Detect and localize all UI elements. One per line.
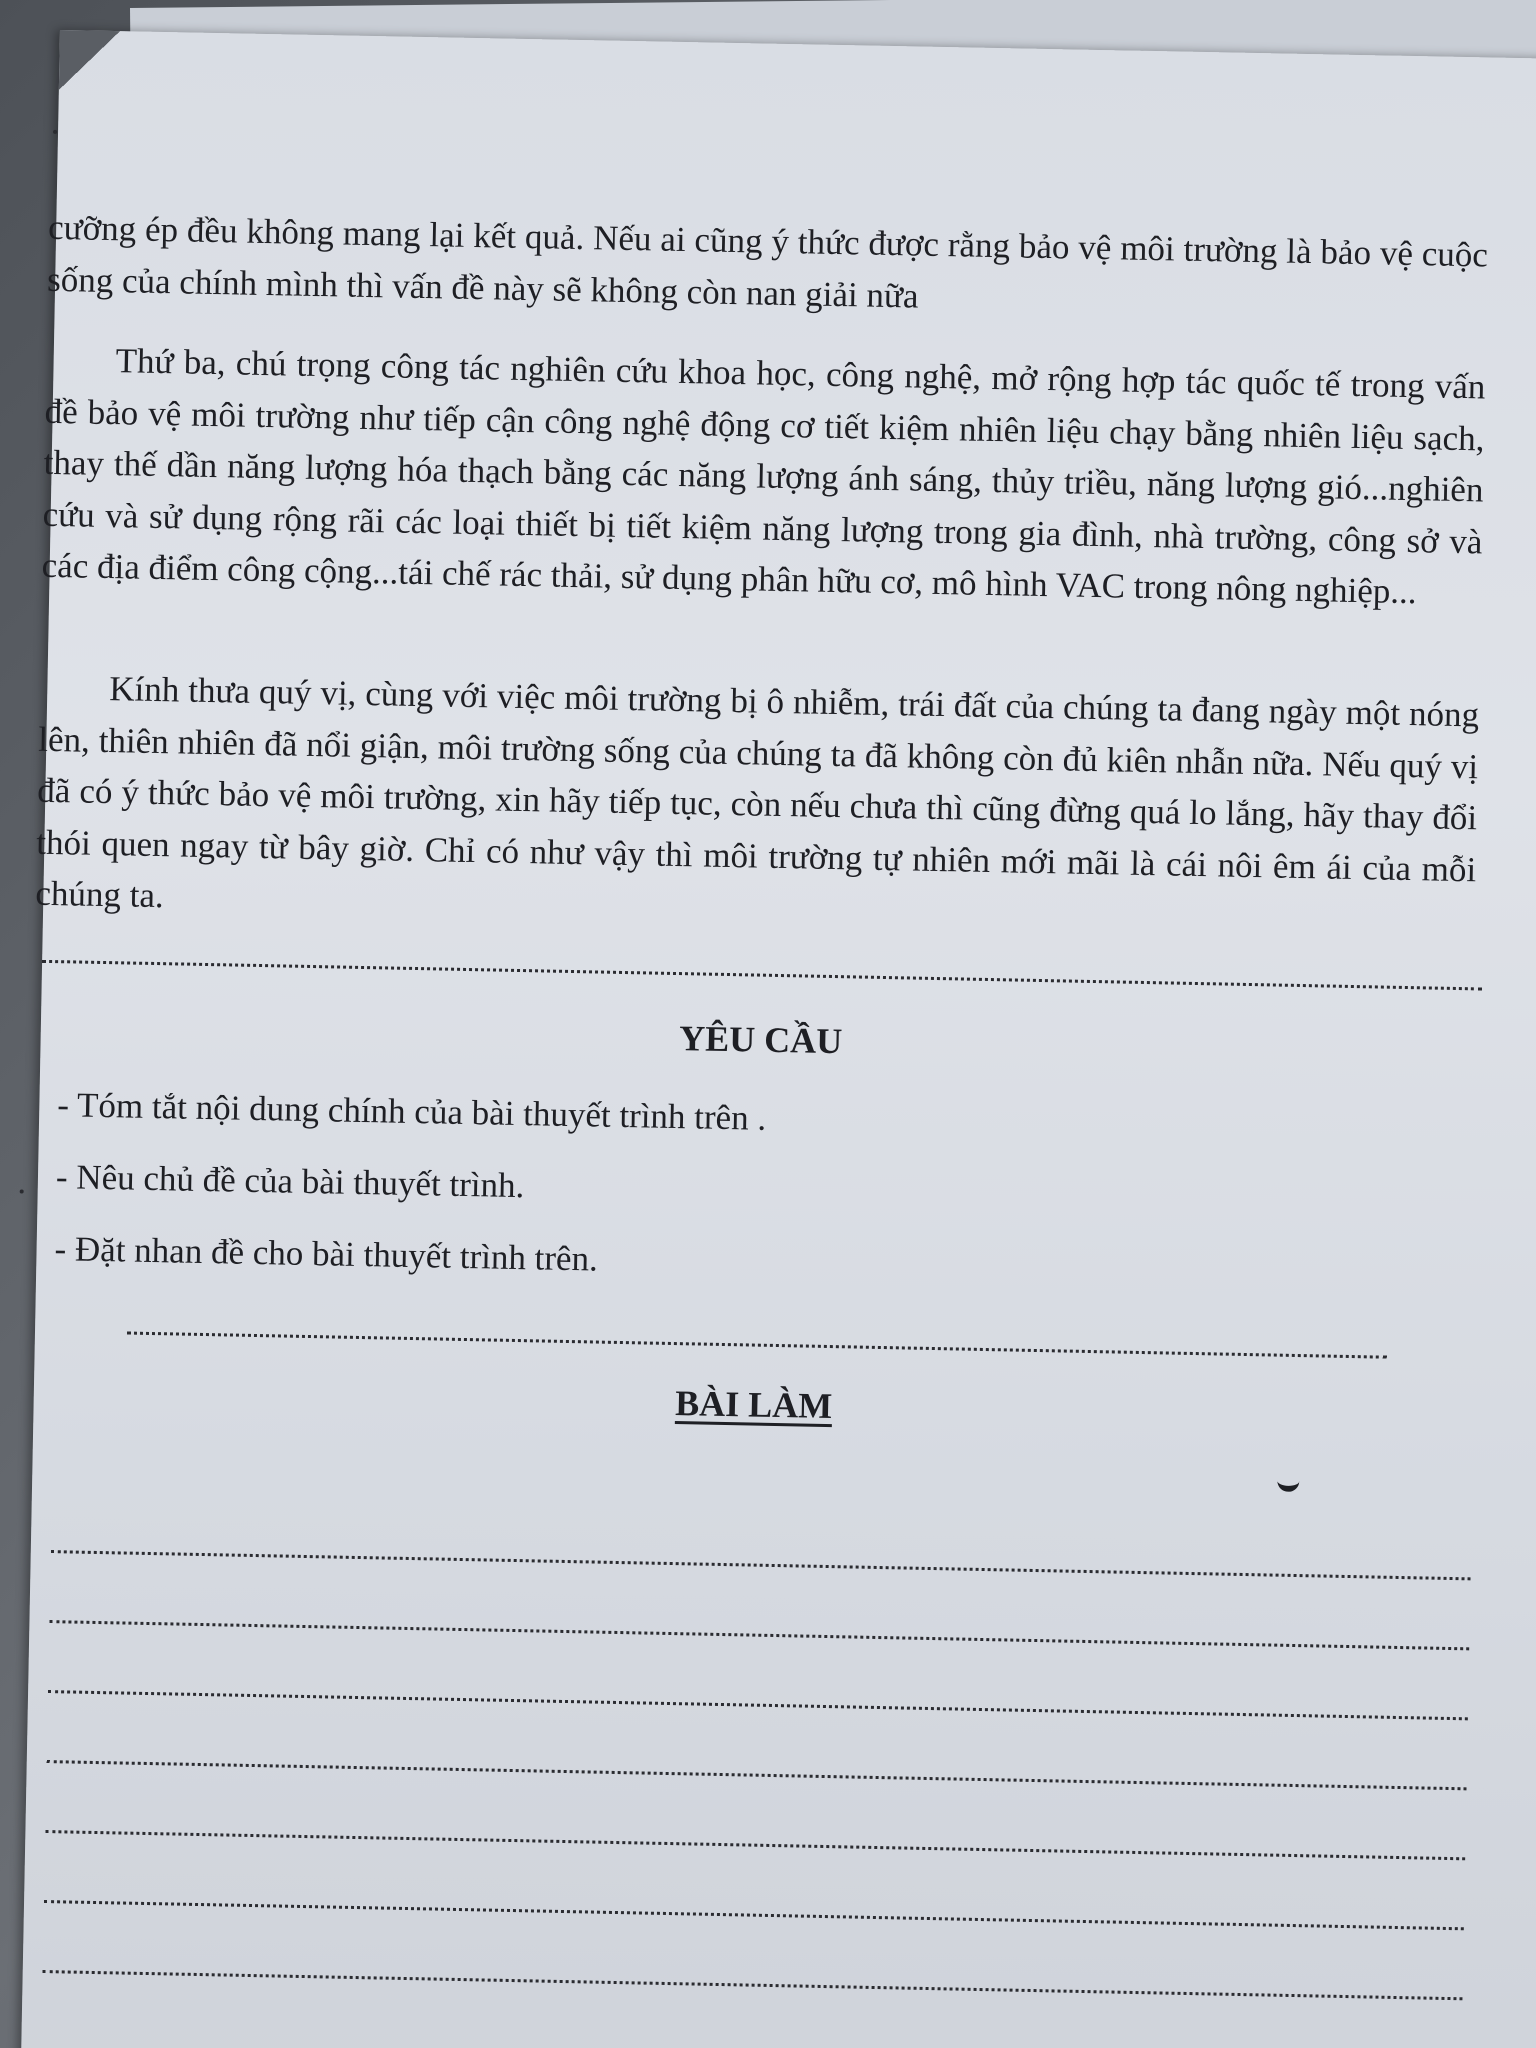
answer-line-7[interactable]	[43, 1970, 1463, 2000]
paragraph-3: Kính thưa quý vị, cùng với việc môi trường bị ô nhiễm, trái đất của chúng ta đang ngày một nóng lên, thiên nhiên đã nổi giận, môi trường sống của chúng ta đã không còn đủ kiên nhẫn nữa. Nếu quý vị đã có ý thức bảo vệ môi trường, xin hãy tiếp tục, còn nếu chưa thì cũng đừng quá lo lắng, hãy thay đổi thói quen ngay từ bây giờ. Chỉ có như vậy thì môi trường tự nhiên mới mãi là cái nôi êm ái của mỗi chúng ta.	[35, 669, 1480, 916]
answer-line-3[interactable]	[48, 1690, 1468, 1720]
section-divider-top	[42, 960, 1482, 991]
paragraph-1: cưỡng ép đều không mang lại kết quả. Nếu ai cũng ý thức được rằng bảo vệ môi trường là bảo vệ cuộc sống của chính mình thì vấn đề này sẽ không còn nan giải nữa	[46, 207, 1489, 316]
worksheet-page	[20, 30, 1536, 2048]
paper-speck	[20, 1189, 24, 1193]
requirements-heading: YÊU CẦU	[678, 1018, 843, 1062]
pen-mark	[1277, 1474, 1299, 1492]
answer-line-2[interactable]	[49, 1620, 1469, 1650]
answer-line-4[interactable]	[47, 1760, 1467, 1790]
answer-line-6[interactable]	[44, 1900, 1464, 1930]
paper-speck	[53, 130, 57, 134]
answer-heading: BÀI LÀM	[674, 1383, 833, 1427]
requirement-item-1: - Tóm tắt nội dung chính của bài thuyết trình trên .	[56, 1085, 767, 1138]
paragraph-2: Thứ ba, chú trọng công tác nghiên cứu khoa học, công nghệ, mở rộng hợp tác quốc tế trong vấn đề bảo vệ môi trường như tiếp cận công nghệ động cơ tiết kiệm nhiên liệu chạy bằng nhiên liệu sạch, thay thế dần năng lượng hóa thạch bằng các năng lượng ánh sáng, thủy triều, năng lượng gió...nghiên cứu và sử dụng rộng rãi các loại thiết bị tiết kiệm năng lượng trong gia đình, nhà trường, công sở và các địa điểm công cộng...tái chế rác thải, sử dụng phân hữu cơ, mô hình VAC trong nông nghiệp...	[41, 341, 1486, 612]
requirement-item-2: - Nêu chủ đề của bài thuyết trình.	[55, 1157, 525, 1206]
answer-line-1[interactable]	[51, 1550, 1471, 1580]
section-divider-bottom	[127, 1332, 1387, 1359]
page-corner-shadow	[59, 30, 120, 91]
requirement-item-3: - Đặt nhan đề cho bài thuyết trình trên.	[54, 1229, 599, 1279]
answer-line-5[interactable]	[45, 1830, 1465, 1860]
